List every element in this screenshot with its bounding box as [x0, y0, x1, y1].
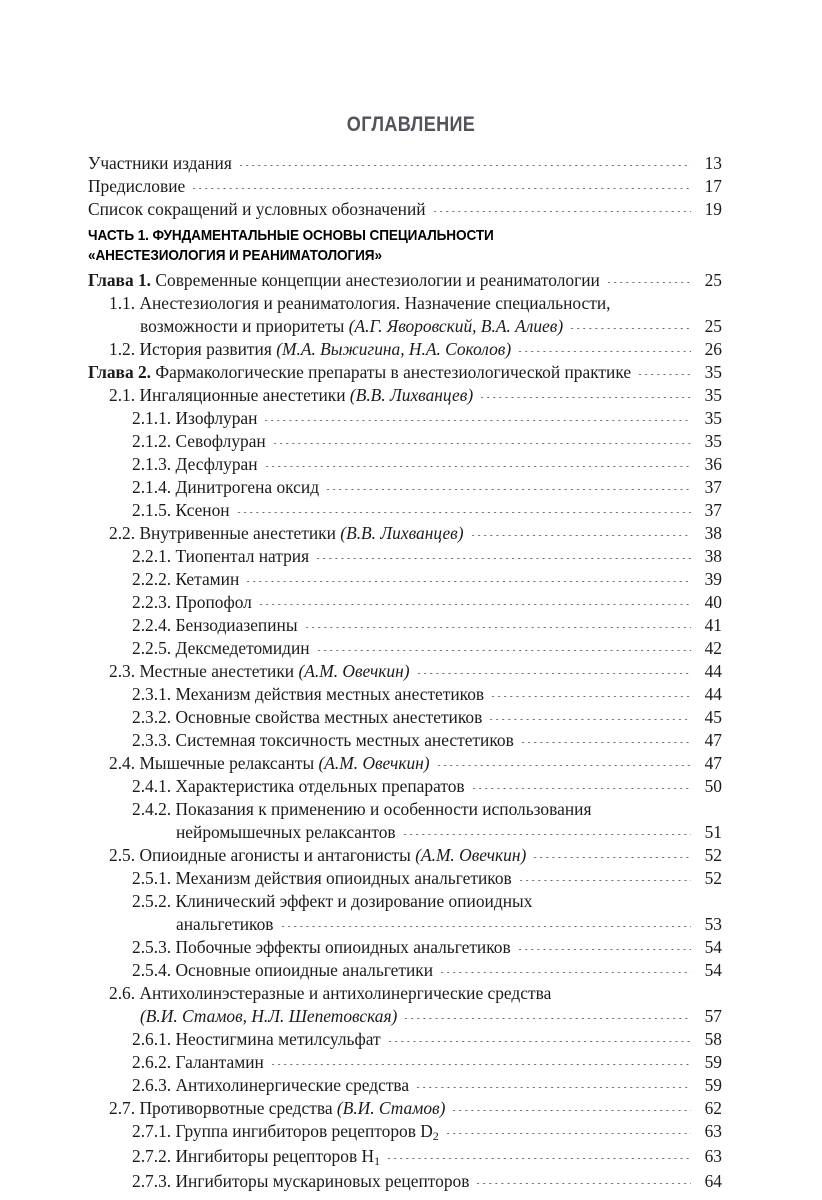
toc-entry-section[interactable]	[132, 1120, 722, 1145]
dot-leader	[258, 604, 691, 605]
toc-entry-label	[132, 1170, 469, 1193]
toc-entry-text: Динитрогена оксид	[171, 477, 320, 497]
toc-entry-continuation-text	[176, 821, 396, 844]
dot-leader	[304, 627, 691, 628]
toc-entry-section[interactable]	[132, 499, 722, 522]
toc-entry-label	[132, 867, 512, 890]
toc-entry-number: 2.2.2.	[132, 569, 172, 589]
toc-entry-section[interactable]	[109, 660, 722, 683]
toc-entry-text: Современные концепции анестезиологии и реаниматологии	[151, 270, 600, 290]
toc-entry-text: История развития	[135, 339, 272, 359]
toc-entry-label	[109, 384, 473, 407]
toc-entry-number: 2.5.3.	[132, 937, 172, 957]
toc-entry-section[interactable]	[132, 867, 722, 890]
toc-entry-number: 2.4.1.	[132, 776, 172, 796]
toc-entry-number: 2.2.5.	[132, 638, 172, 658]
page-number: 25	[704, 270, 722, 290]
toc-entry-number: 2.5.4.	[132, 960, 172, 980]
page-number: 52	[704, 868, 722, 888]
page-number: 54	[704, 937, 722, 957]
toc-entry-label	[109, 338, 511, 361]
page-number: 64	[704, 1171, 722, 1191]
toc-entry-text: Фармакологические препараты в анестезиологической практике	[151, 362, 632, 382]
toc-entry-text: Показания к применению и особенности использования	[171, 799, 592, 819]
toc-entry-continuation[interactable]	[140, 1005, 722, 1028]
page-number: 26	[704, 339, 722, 359]
toc-entry-text: Опиоидные агонисты и антагонисты	[135, 845, 411, 865]
dot-leader	[517, 351, 691, 352]
toc-entry-number: 2.7.3.	[132, 1171, 172, 1191]
toc-entry-section[interactable]	[132, 407, 722, 430]
page-number: 13	[704, 153, 722, 173]
toc-entry-label	[132, 499, 230, 522]
dot-leader	[280, 926, 691, 927]
dot-leader	[191, 188, 691, 189]
toc-entry-label	[88, 361, 631, 384]
toc-entry-section[interactable]	[132, 775, 722, 798]
page-number: 44	[704, 684, 722, 704]
dot-leader	[264, 466, 691, 467]
toc-entry-text: Ксенон	[171, 500, 230, 520]
toc-entry-label	[132, 729, 514, 752]
page-number: 39	[704, 569, 722, 589]
toc-entry-text: Внутривенные анестетики	[135, 523, 336, 543]
dot-leader	[315, 558, 691, 559]
toc-entry-section[interactable]	[132, 1051, 722, 1074]
dot-leader	[270, 1064, 691, 1065]
toc-entry-number: 2.3.	[109, 661, 136, 681]
toc-entry-text: Бензодиазепины	[171, 615, 298, 635]
toc-entry-label	[88, 269, 600, 292]
toc-list	[88, 152, 722, 1193]
toc-entry-label	[132, 798, 722, 821]
toc-entry-label	[132, 959, 433, 982]
toc-entry-continuation-text	[176, 913, 274, 936]
part-heading-line-1: ЧАСТЬ 1. ФУНДАМЕНТАЛЬНЫЕ ОСНОВЫ СПЕЦИАЛЬНОСТИ	[88, 228, 494, 244]
dot-leader	[470, 535, 691, 536]
toc-entry-section[interactable]	[109, 384, 722, 407]
dot-leader	[518, 880, 691, 881]
dot-leader	[517, 949, 691, 950]
toc-entry-text: Анестезиология и реаниматология. Назначение специальности,	[135, 293, 611, 313]
toc-entry-text: Пропофол	[171, 592, 252, 612]
page-number: 38	[704, 546, 722, 566]
dot-leader	[439, 972, 691, 973]
toc-entry-number: 2.2.3.	[132, 592, 172, 612]
toc-entry-text: Кетамин	[171, 569, 240, 589]
toc-entry-section[interactable]	[132, 1028, 722, 1051]
page-number: 53	[704, 914, 722, 934]
toc-entry-label	[132, 936, 511, 959]
toc-entry-section[interactable]	[109, 844, 722, 867]
dot-leader	[245, 581, 691, 582]
toc-entry-number: 2.3.2.	[132, 707, 172, 727]
page-number: 37	[704, 500, 722, 520]
dot-leader	[325, 489, 691, 490]
toc-entry-continuation[interactable]	[176, 913, 722, 936]
toc-entry-frontmatter[interactable]	[88, 198, 722, 221]
toc-entry-section[interactable]	[132, 729, 722, 752]
toc-entry-number: 2.4.	[109, 753, 136, 773]
toc-entry-label	[109, 660, 410, 683]
toc-entry-text: Ингибиторы мускариновых рецепторов	[171, 1171, 470, 1191]
toc-entry-number: 2.7.2.	[132, 1146, 172, 1166]
toc-entry-text: Местные анестетики	[135, 661, 295, 681]
page-number: 47	[704, 753, 722, 773]
toc-entry-section[interactable]	[132, 683, 722, 706]
dot-leader	[445, 1133, 691, 1134]
toc-entry-section[interactable]	[109, 338, 722, 361]
dot-leader	[451, 1110, 691, 1111]
toc-entry-continuation[interactable]	[140, 315, 722, 338]
toc-entry-number: 2.3.1.	[132, 684, 172, 704]
toc-entry-section[interactable]	[132, 706, 722, 729]
toc-entry-section[interactable]	[132, 798, 722, 821]
toc-entry-number: 2.6.	[109, 983, 136, 1003]
toc-entry-continuation-label: анальгетиков	[176, 914, 274, 934]
page-number: 36	[704, 454, 722, 474]
toc-entry-section[interactable]	[132, 591, 722, 614]
dot-leader	[386, 1158, 691, 1159]
page-number: 42	[704, 638, 722, 658]
toc-entry-chapter[interactable]	[88, 269, 722, 292]
toc-entry-authors: (А.М. Овечкин)	[318, 753, 430, 773]
page-title: ОГЛАВЛЕНИЕ	[346, 113, 476, 136]
toc-entry-section[interactable]	[109, 522, 722, 545]
toc-entry-authors: (А.М. Овечкин)	[415, 845, 527, 865]
page-number: 35	[704, 362, 722, 382]
toc-entry-number: 2.4.2.	[132, 799, 172, 819]
toc-entry-section[interactable]	[132, 568, 722, 591]
page-number: 54	[704, 960, 722, 980]
page-number: 51	[704, 822, 722, 842]
toc-entry-text: Характеристика отдельных препаратов	[171, 776, 465, 796]
part-heading	[88, 227, 678, 266]
page-number: 35	[704, 385, 722, 405]
dot-leader	[520, 742, 691, 743]
toc-entry-number: 2.7.1.	[132, 1121, 172, 1141]
toc-entry-authors: (В.И. Стамов)	[336, 1098, 446, 1118]
toc-entry-label: Список сокращений и условных обозначений	[88, 199, 426, 219]
dot-leader	[387, 1041, 691, 1042]
toc-entry-authors: (В.В. Лихванцев)	[340, 523, 464, 543]
toc-entry-section[interactable]	[109, 982, 722, 1005]
page-number: 40	[704, 592, 722, 612]
toc-entry-section[interactable]	[132, 637, 722, 660]
toc-entry-label: Участники издания	[88, 153, 232, 173]
toc-entry-label	[109, 752, 430, 775]
toc-entry-authors: (М.А. Выжигина, Н.А. Соколов)	[276, 339, 512, 359]
toc-entry-number: 2.2.4.	[132, 615, 172, 635]
toc-entry-label	[132, 1120, 439, 1145]
dot-leader	[569, 328, 691, 329]
toc-entry-section[interactable]	[132, 614, 722, 637]
toc-entry-number: 2.7.	[109, 1098, 136, 1118]
page-number: 45	[704, 707, 722, 727]
toc-entry-chapter[interactable]	[88, 361, 722, 384]
toc-entry-text: Ингибиторы рецепторов H	[171, 1146, 375, 1166]
toc-entry-text: Ингаляционные анестетики	[135, 385, 346, 405]
toc-entry-text: Антихолинэстеразные и антихолинергические средства	[135, 983, 552, 1003]
toc-entry-text: Галантамин	[171, 1052, 264, 1072]
toc-entry-label	[109, 982, 722, 1005]
dot-leader	[415, 1087, 691, 1088]
dot-leader	[532, 857, 691, 858]
toc-entry-text: Севофлуран	[171, 431, 266, 451]
toc-entry-continuation-label: нейромышечных релаксантов	[176, 822, 396, 842]
dot-leader	[416, 673, 691, 674]
toc-entry-label	[132, 890, 722, 913]
toc-entry-label	[132, 407, 257, 430]
toc-entry-continuation[interactable]	[176, 821, 722, 844]
toc-entry-label	[109, 1097, 445, 1120]
toc-entry-label	[132, 591, 252, 614]
toc-entry-label	[132, 1051, 264, 1074]
toc-entry-text: Системная токсичность местных анестетиков	[171, 730, 514, 750]
toc-entry-section[interactable]	[132, 1170, 722, 1193]
toc-entry-text: Изофлуран	[171, 408, 258, 428]
dot-leader	[402, 834, 691, 835]
toc-entry-text: Клинический эффект и дозирование опиоидных	[171, 891, 533, 911]
toc-entry-label	[132, 775, 465, 798]
dot-leader	[488, 719, 691, 720]
toc-entry-authors: (А.М. Овечкин)	[298, 661, 410, 681]
toc-entry-label	[132, 568, 239, 591]
toc-entry-section[interactable]	[109, 1097, 722, 1120]
toc-entry-number: 2.1.1.	[132, 408, 172, 428]
toc-entry-continuation-text	[140, 315, 563, 338]
page-number: 63	[704, 1146, 722, 1166]
toc-entry-authors: (В.И. Стамов, Н.Л. Шепетовская)	[140, 1006, 398, 1026]
toc-entry-text: Основные свойства местных анестетиков	[171, 707, 483, 727]
toc-entry-label	[132, 1145, 380, 1170]
toc-entry-section[interactable]	[132, 545, 722, 568]
toc-entry-number: 2.5.1.	[132, 868, 172, 888]
dot-leader	[432, 211, 691, 212]
toc-entry-number: 2.5.2.	[132, 891, 172, 911]
page-number: 19	[704, 199, 722, 219]
toc-entry-number: Глава 2.	[88, 362, 152, 382]
toc-entry-number: 2.2.	[109, 523, 136, 543]
toc-entry-label	[132, 637, 310, 660]
dot-leader	[475, 1183, 691, 1184]
toc-entry-number: Глава 1.	[88, 270, 152, 290]
toc-entry-label	[132, 706, 482, 729]
toc-entry-text: Мышечные релаксанты	[135, 753, 315, 773]
toc-entry-label	[132, 453, 258, 476]
page-number: 50	[704, 776, 722, 796]
dot-leader	[606, 282, 691, 283]
page-number: 63	[704, 1121, 722, 1141]
toc-entry-section[interactable]	[132, 890, 722, 913]
toc-entry-label	[109, 844, 526, 867]
toc-entry-frontmatter[interactable]	[88, 152, 722, 175]
toc-entry-text: Дексмедетомидин	[171, 638, 310, 658]
toc-entry-number: 1.2.	[109, 339, 136, 359]
dot-leader	[479, 397, 691, 398]
toc-entry-number: 2.1.3.	[132, 454, 172, 474]
toc-entry-number: 2.6.1.	[132, 1029, 172, 1049]
dot-leader	[471, 788, 691, 789]
toc-entry-section[interactable]	[132, 1145, 722, 1170]
toc-entry-section[interactable]	[132, 453, 722, 476]
page-number: 59	[704, 1075, 722, 1095]
toc-entry-label	[132, 545, 309, 568]
toc-entry-text: Основные опиоидные анальгетики	[171, 960, 434, 980]
toc-entry-label	[132, 476, 319, 499]
toc-entry-text: Механизм действия опиоидных анальгетиков	[171, 868, 512, 888]
dot-leader	[316, 650, 691, 651]
toc-entry-text: Антихолинергические средства	[171, 1075, 410, 1095]
toc-entry-label	[132, 683, 484, 706]
toc-entry-section[interactable]	[132, 430, 722, 453]
toc-entry-subscript: 1	[374, 1153, 380, 1168]
toc-entry-text: Противорвотные средства	[135, 1098, 333, 1118]
dot-leader	[637, 374, 691, 375]
toc-entry-label	[132, 1074, 409, 1097]
toc-entry-number: 2.1.4.	[132, 477, 172, 497]
toc-entry-number: 2.6.3.	[132, 1075, 172, 1095]
toc-entry-number: 2.1.5.	[132, 500, 172, 520]
toc-entry-label	[109, 292, 722, 315]
toc-entry-section[interactable]	[109, 292, 722, 315]
page-number: 62	[704, 1098, 722, 1118]
toc-entry-label	[109, 522, 464, 545]
part-heading-line-2: «АНЕСТЕЗИОЛОГИЯ И РЕАНИМАТОЛОГИЯ»	[88, 247, 382, 264]
dot-leader	[263, 420, 691, 421]
toc-entry-continuation-label: возможности и приоритеты	[140, 316, 345, 336]
toc-entry-subscript: 2	[432, 1128, 439, 1143]
dot-leader	[238, 165, 691, 166]
page-number: 57	[704, 1006, 722, 1026]
toc-entry-text: Побочные эффекты опиоидных анальгетиков	[171, 937, 511, 957]
page-number: 37	[704, 477, 722, 497]
toc-entry-continuation-text	[140, 1005, 397, 1028]
page-number: 25	[704, 316, 722, 336]
toc-entry-number: 2.3.3.	[132, 730, 172, 750]
toc-entry-label: Предисловие	[88, 176, 186, 196]
dot-leader	[490, 696, 691, 697]
toc-entry-number: 1.1.	[109, 293, 136, 313]
toc-entry-label	[132, 614, 298, 637]
toc-entry-label	[132, 1028, 381, 1051]
page-number: 35	[704, 408, 722, 428]
page-number: 38	[704, 523, 722, 543]
dot-leader	[436, 765, 691, 766]
page-number: 59	[704, 1052, 722, 1072]
toc-entry-section[interactable]	[109, 752, 722, 775]
toc-entry-text: Группа ингибиторов рецепторов D	[171, 1121, 433, 1141]
dot-leader	[403, 1018, 691, 1019]
toc-entry-authors: (В.В. Лихванцев)	[349, 385, 474, 405]
toc-entry-text: Механизм действия местных анестетиков	[171, 684, 485, 704]
toc-entry-text: Десфлуран	[171, 454, 258, 474]
toc-entry-number: 2.1.	[109, 385, 136, 405]
toc-entry-authors: (А.Г. Яворовский, В.А. Алиев)	[348, 316, 564, 336]
dot-leader	[236, 512, 691, 513]
page-number: 17	[704, 176, 722, 196]
page-number: 58	[704, 1029, 722, 1049]
page-number: 35	[704, 431, 722, 451]
toc-entry-section[interactable]	[132, 959, 722, 982]
toc-entry-number: 2.6.2.	[132, 1052, 172, 1072]
toc-entry-text: Тиопентал натрия	[171, 546, 310, 566]
toc-entry-section[interactable]	[132, 936, 722, 959]
toc-entry-section[interactable]	[132, 1074, 722, 1097]
toc-entry-number: 2.5.	[109, 845, 136, 865]
page-number: 41	[704, 615, 722, 635]
page-number: 52	[704, 845, 722, 865]
dot-leader	[272, 443, 691, 444]
toc-entry-label	[132, 430, 266, 453]
toc-entry-frontmatter[interactable]	[88, 175, 722, 198]
toc-entry-text: Неостигмина метилсульфат	[171, 1029, 381, 1049]
page-number: 44	[704, 661, 722, 681]
page-number: 47	[704, 730, 722, 750]
toc-entry-number: 2.1.2.	[132, 431, 172, 451]
toc-entry-section[interactable]	[132, 476, 722, 499]
toc-entry-number: 2.2.1.	[132, 546, 172, 566]
